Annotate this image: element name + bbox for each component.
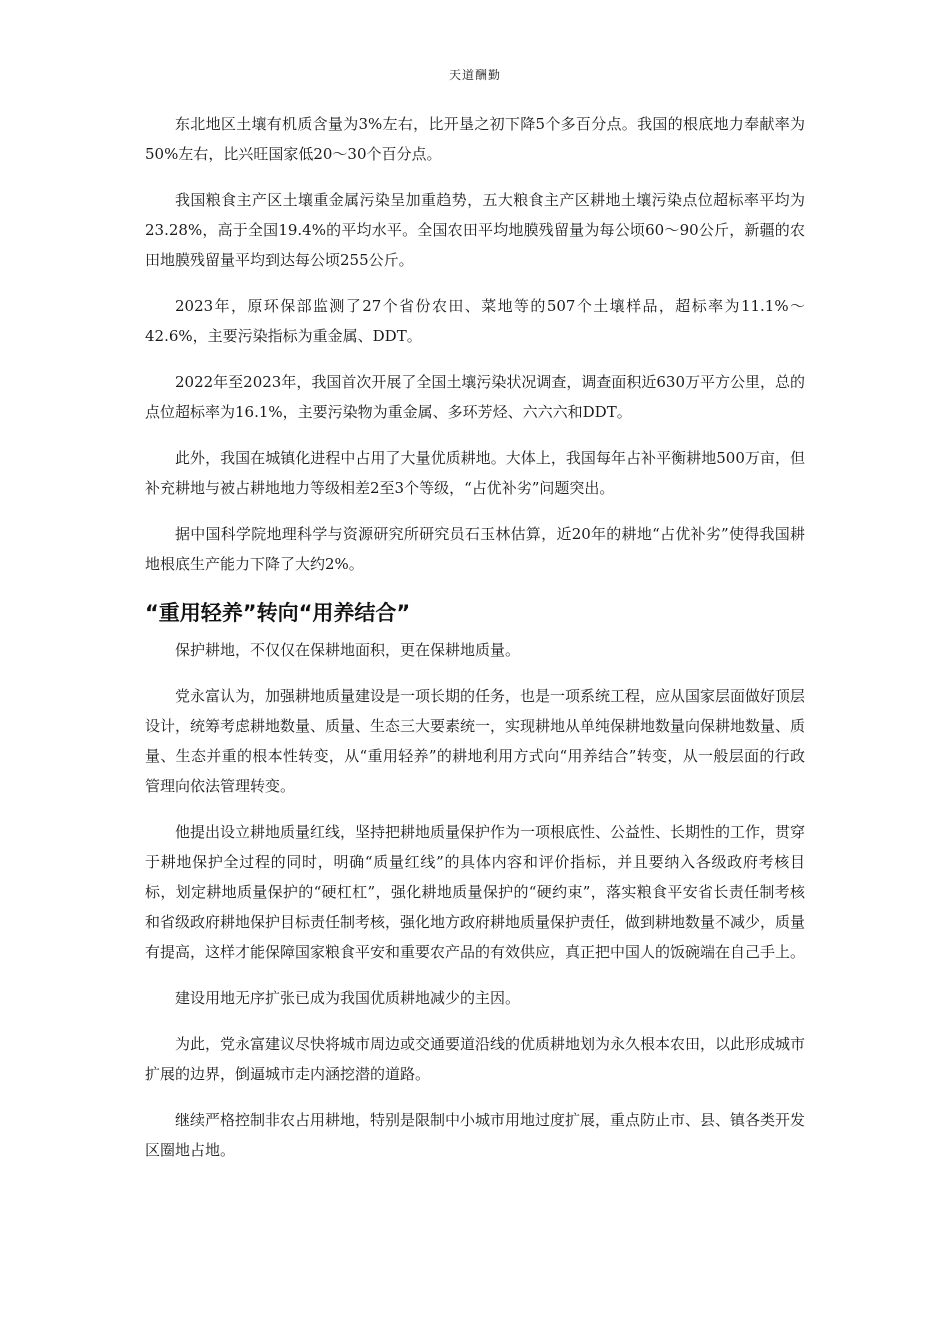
paragraph: 他提出设立耕地质量红线，坚持把耕地质量保护作为一项根底性、公益性、长期性的工作，贯穿于耕地保护全过程的同时，明确“质量红线”的具体内容和评价指标，并且要纳入各级政府考核目标，划定耕地质量保护的“硬杠杠”，强化耕地质量保护的“硬约束”，落实粮食平安省长责任制考核和省级政府耕地保护目标责任制考核，强化地方政府耕地质量保护责任，做到耕地数量不减少，质量有提高，这样才能保障国家粮食平安和重要农产品的有效供应，真正把中国人的饭碗端在自己手上。 bbox=[145, 823, 806, 961]
paragraph: 我国粮食主产区土壤重金属污染呈加重趋势，五大粮食主产区耕地土壤污染点位超标率平均为23.28%，高于全国19.4%的平均水平。全国农田平均地膜残留量为每公顷60～90公斤，新疆的农田地膜残留量平均到达每公顷255公斤。 bbox=[145, 191, 805, 269]
section-heading: “重用轻养”转向“用养结合” bbox=[145, 601, 411, 625]
paragraph: 保护耕地，不仅仅在保耕地面积，更在保耕地质量。 bbox=[175, 641, 521, 659]
paragraph: 为此，党永富建议尽快将城市周边或交通要道沿线的优质耕地划为永久根本农田，以此形成城市扩展的边界，倒逼城市走内涵挖潜的道路。 bbox=[145, 1035, 806, 1083]
paragraph: 继续严格控制非农占用耕地，特别是限制中小城市用地过度扩展，重点防止市、县、镇各类开发区圈地占地。 bbox=[145, 1111, 806, 1159]
paragraph: 2022年至2023年，我国首次开展了全国土壤污染状况调查，调查面积近630万平方公里，总的点位超标率为16.1%，主要污染物为重金属、多环芳烃、六六六和DDT。 bbox=[145, 373, 805, 421]
paragraph: 2023年，原环保部监测了27个省份农田、菜地等的507个土壤样品，超标率为11.1%～42.6%，主要污染指标为重金属、DDT。 bbox=[145, 297, 805, 345]
paragraph: 建设用地无序扩张已成为我国优质耕地减少的主因。 bbox=[175, 989, 521, 1007]
paragraph: 东北地区土壤有机质含量为3%左右，比开垦之初下降5个多百分点。我国的根底地力奉献率为50%左右，比兴旺国家低20～30个百分点。 bbox=[145, 115, 805, 163]
page-header: 天道酬勤 bbox=[448, 68, 501, 82]
paragraph: 此外，我国在城镇化进程中占用了大量优质耕地。大体上，我国每年占补平衡耕地500万亩，但补充耕地与被占耕地地力等级相差2至3个等级，“占优补劣”问题突出。 bbox=[145, 449, 805, 497]
paragraph: 党永富认为，加强耕地质量建设是一项长期的任务，也是一项系统工程，应从国家层面做好顶层设计，统筹考虑耕地数量、质量、生态三大要素统一，实现耕地从单纯保耕地数量向保耕地数量、质量、生态并重的根本性转变，从“重用轻养”的耕地利用方式向“用养结合”转变，从一般层面的行政管理向依法管理转变。 bbox=[145, 687, 806, 795]
document-body bbox=[145, 109, 805, 1181]
paragraph: 据中国科学院地理科学与资源研究所研究员石玉林估算，近20年的耕地“占优补劣”使得我国耕地根底生产能力下降了大约2%。 bbox=[145, 525, 805, 573]
